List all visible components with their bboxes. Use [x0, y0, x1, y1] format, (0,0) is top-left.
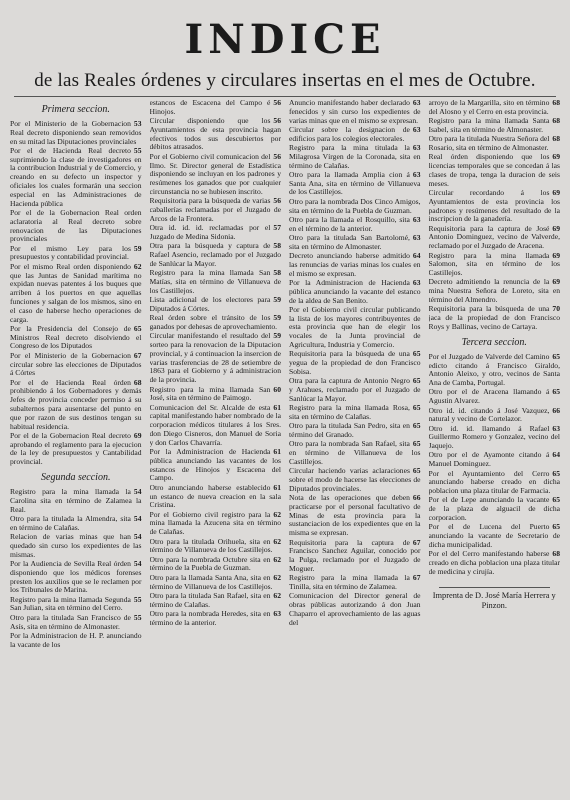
entry-page-number: 65 [552, 387, 560, 397]
entry-text: Por el de la Gobernacion Real orden aclaratoria al Real decreto sobre renovacion de las Diputaciones provinciales [10, 207, 142, 244]
index-entry [150, 99, 282, 117]
entry-text: Registro para la mina llamada la Carolina sita en término de Zalamea la Real. [10, 487, 142, 514]
entry-text: Requisitoria para la captura de Francisco Sanchez Aguilar, conocido por la Pulga, reclamado por el Juzgado de Moguer. [289, 537, 421, 573]
entry-text: Por la Audiencia de Sevilla Real órden disponiendo que los médicos forenses presten los auxilios que se le reclamen por los Tribunales de Marina. [10, 558, 142, 595]
entry-text: Otro id. id. llamando á Rafael Guillermo Romero y Gonzalez, vecino del Jaquejo. [428, 423, 560, 451]
index-entry [429, 353, 561, 388]
entry-page-number: 59 [133, 243, 142, 253]
entry-text: Decreto admitiendo la renuncia de la mina Nuestra Señora de Loreto, sita en término del Almendro. [428, 277, 560, 305]
entry-page-number: 65 [412, 466, 421, 476]
entry-page-number: 63 [412, 277, 421, 287]
index-columns [10, 99, 560, 779]
entry-text: Lista adicional de los electores para Diputados á Córtes. [149, 295, 271, 313]
entry-page-number: 56 [273, 196, 281, 206]
imprint-block [429, 587, 561, 611]
index-entry [289, 467, 421, 493]
index-entry [10, 147, 142, 209]
entry-page-number: 54 [133, 513, 142, 523]
index-entry [150, 448, 282, 483]
entry-page-number: 63 [412, 232, 421, 242]
entry-page-number: 61 [273, 402, 281, 412]
entry-page-number: 55 [133, 612, 142, 622]
index-entry [289, 198, 421, 216]
index-entry [429, 189, 561, 224]
section-heading: Tercera seccion. [461, 336, 527, 348]
column-4-body [429, 99, 561, 577]
index-entry [10, 379, 142, 432]
entry-page-number: 70 [552, 304, 560, 314]
entry-page-number: 56 [273, 151, 281, 161]
entry-page-number: 65 [552, 351, 560, 361]
entry-text: Otro para la titulada San Bartolomé, sita en término de Almonaster. [289, 232, 410, 251]
entry-page-number: 67 [412, 537, 421, 547]
index-entry [289, 422, 421, 440]
entry-text: Por el Ayuntamiento del Cerro anunciando haberse creado en dicha poblacion una plaza titular de Farmacia. [428, 468, 560, 496]
index-entry [429, 407, 561, 425]
index-entry [10, 432, 142, 467]
entry-text: Por el del Cerro manifestando haberse creado en dicha poblacion una plaza titular de medicina y cirujía. [428, 549, 560, 576]
entry-page-number: 62 [273, 509, 281, 519]
entry-page-number: 54 [133, 558, 142, 568]
entry-page-number: 63 [412, 99, 421, 107]
entry-text: Por la Presidencia del Consejo de Ministros Real decreto disolviendo el Congreso de los Diputados [10, 323, 142, 351]
index-entry [150, 269, 282, 295]
entry-text: Registro para la mina titulada la Milagrosa Vírgen de la Coronada, sita en término de Calañas. [289, 142, 421, 170]
index-entry [10, 245, 142, 263]
entry-text: Decreto anunciando haberse admitido las renuncias de varias minas los cuales en el mismo se expresan. [289, 251, 421, 278]
index-entry [289, 126, 421, 144]
entry-text: Por el de la Gobernacion Real decreto aprobando el reglamento para la ejecucion de la ley de presupuestos y Cantabilidad provincial. [10, 430, 142, 467]
entry-page-number: 69 [552, 250, 560, 260]
index-entry [10, 596, 142, 614]
entry-text: Nota de las operaciones que deben practicarse por el personal facultativo de Minas de esta provincia para la sustanciacion de los expedientes que en la misma se expresan. [289, 493, 421, 538]
entry-text: Otro para la titulada la Almendra, sita en término de Calañas. [10, 513, 131, 532]
index-entry [10, 120, 142, 146]
entry-page-number: 66 [552, 405, 560, 415]
entry-text: Registro para la mina llamada San Matías, sita en término de Villanueva de los Castillejos. [149, 268, 281, 295]
entry-text: Registro para la mina llamada la Tinilla, sita en término de Zalamea. [289, 573, 410, 592]
entry-page-number: 69 [552, 277, 560, 287]
index-column-2 [150, 99, 282, 779]
entry-text: Anuncio manifestando haber declarado fenecidos y sin curso los expedientes de varias minas que en el mismo se expresan. [289, 99, 421, 125]
entry-text: Relacion de varias minas que han quedado sin curso los expedientes de las mismas. [10, 532, 142, 559]
index-entry [150, 556, 282, 574]
entry-page-number: 56 [273, 99, 281, 107]
entry-text: Otro para la titulada San Rafael, sita en término de Calañas. [149, 590, 271, 609]
index-entry [10, 488, 142, 514]
entry-text: Circular sobre la designacion de edificios para los colegios electorales. [289, 124, 410, 143]
index-entry [150, 224, 282, 242]
index-entry [429, 153, 561, 188]
entry-page-number: 65 [412, 376, 421, 386]
entry-page-number: 68 [552, 116, 560, 126]
entry-page-number: 54 [133, 532, 142, 542]
index-entry [289, 279, 421, 305]
entry-text: Circular recordando á los Ayuntamientos de esta provincia los padrones y resúmenes del resultado de la inscripcion de la ganadería. [428, 187, 560, 224]
entry-text: Otra para la captura de Antonio Negro y Arahues, reclamado por el Juzgado de Sanlúcar la Mayor. [289, 376, 421, 403]
index-entry [10, 533, 142, 559]
index-column-1 [10, 99, 142, 779]
entry-page-number: 63 [412, 124, 421, 134]
entry-text: Por el mismo Real orden disponiendo que las Juntas de Sanidad marítima no expidan nuevas patentes á los buques que arriben á los puertos en que aquellas funciones y salgan de los mismos, sino en el caso de haberse hecho operaciones de carga. [10, 261, 142, 324]
entry-page-number: 56 [273, 116, 281, 126]
index-entry [429, 305, 561, 331]
entry-page-number: 65 [412, 421, 421, 431]
index-entry [429, 117, 561, 135]
index-entry [150, 314, 282, 332]
entry-text: Por el Gobierno civil comunicacion del Ilmo. Sr. Director general de Estadística disponiendo se incluyan en los padrones y resúmenes los ganados que por cualquier circunstancia no se hubiesen inscrito. [149, 151, 281, 196]
entry-text: Por la Administracion de H. P. anunciando la vacante de los [10, 630, 142, 649]
entry-page-number: 58 [273, 241, 281, 251]
entry-page-number: 61 [273, 482, 281, 492]
entry-text: Por el de Lucena del Puerto anunciando la vacante de Secretario de dicha municipalidad. [428, 522, 560, 549]
index-entry [429, 99, 561, 117]
entry-page-number: 62 [273, 572, 281, 582]
entry-page-number: 53 [133, 119, 142, 128]
index-entry [429, 451, 561, 469]
entry-page-number: 62 [273, 536, 281, 546]
entry-text: Otro para la nombrada San Rafael, sita en término de Villanueva de los Castillejos. [289, 439, 421, 466]
entry-text: estancos de Escacena del Campo é Hinojos. [149, 99, 271, 116]
entry-text: Otro para la titulada San Pedro, sita en término del Granado. [289, 421, 410, 439]
index-entry [150, 117, 282, 152]
index-entry [289, 404, 421, 422]
entry-page-number: 69 [552, 223, 560, 233]
index-entry [429, 225, 561, 251]
entry-text: Otro para la llamada Amplia cion á Santa Ana, sita en término de Villanueva de los Castillejos. [289, 169, 421, 197]
index-entry [429, 425, 561, 451]
index-entry [150, 538, 282, 556]
index-entry [429, 496, 561, 522]
entry-page-number: 65 [552, 468, 560, 478]
index-entry [150, 484, 282, 510]
entry-page-number: 54 [133, 487, 142, 497]
entry-text: Por el Gobierno civil circular publicando la lista de los mayores contribuyentes de esta provincia que han de elegir los vocales de la Junta provincial de Agricultura, Industria y Comercio. [289, 304, 421, 350]
entry-text: Por el de Hacienda Real decreto suprimiendo la clase de investigadores en la contribucion Industrial y de Comercio, y creando en su defecto un inspector y oficiales los cuales formarán una seccion especial en las Administraciones de Hacienda pública [10, 145, 142, 208]
index-entry [150, 296, 282, 314]
entry-text: arroyo de la Margarilla, sito en término del Alosno y el Cerro en esta provincia. [428, 99, 550, 116]
index-column-4 [429, 99, 561, 779]
entry-text: Por el mismo Ley para los presupuestos y contabilidad provincial. [10, 243, 131, 262]
entry-page-number: 61 [273, 447, 281, 457]
entry-text: Por la Administracion de Hacienda pública anunciando las vacantes de los estancos de Hinojos y Escacena del Campo. [149, 447, 281, 483]
entry-text: Por el Ministerio de la Gobernacion circular sobre las elecciones de Diputados á Córtes [10, 350, 142, 378]
index-entry [429, 470, 561, 496]
entry-page-number: 63 [412, 214, 421, 224]
index-entry [289, 234, 421, 252]
entry-page-number: 65 [412, 349, 421, 359]
entry-text: Otro por el de Aracena llamando á Agustin Alvarez. [428, 387, 550, 406]
entry-text: Circular disponiendo que los Ayuntamientos de esta provincia hagan efectivos todos sus descubiertos por débitos atrasados. [149, 116, 281, 152]
index-entry [429, 252, 561, 278]
imprint-text: Imprenta de D. José María Herrera y Pinzon. [432, 590, 556, 610]
index-entry [150, 386, 282, 404]
entry-text: Circular haciendo varias aclaraciones sobre el modo de hacerse las elecciones de Diputados provinciales. [289, 466, 421, 493]
index-entry [289, 494, 421, 538]
entry-text: Requisitoria para la captura de José Antonio Dominguez, vecino de Valverde, reclamado por el Juzgado de Aracena. [428, 223, 560, 251]
title-divider [14, 96, 556, 97]
entry-page-number: 55 [133, 594, 142, 604]
entry-page-number: 68 [552, 549, 560, 559]
entry-text: Por el Ministerio de la Gobernacion Real decreto disponiendo sean removidos en su mitad las Diputaciones provinciales [10, 119, 142, 146]
entry-page-number: 62 [273, 554, 281, 564]
index-entry [10, 560, 142, 595]
entry-page-number: 67 [412, 573, 421, 583]
entry-page-number: 65 [552, 522, 560, 532]
index-entry [150, 592, 282, 610]
section-heading: Segunda seccion. [41, 472, 111, 484]
index-entry [429, 523, 561, 549]
entry-text: Real órden sobre el tránsito de los ganados por dehesas de aprovechamiento. [149, 313, 278, 331]
entry-page-number: 64 [552, 450, 560, 460]
entry-page-number: 65 [552, 495, 560, 505]
entry-page-number: 60 [273, 384, 281, 394]
index-entry [10, 263, 142, 325]
entry-text: Registro para la mina llamada Rosa, sita en término de Calañas. [289, 403, 410, 421]
entry-text: Registro para la mina llamada Salomon, sita en término de los Castillejos. [428, 250, 560, 278]
entry-text: Real órden disponiendo que los licencias temporales que se concedan á las clases de tropa, tenga la duracion de seis meses. [428, 152, 560, 188]
index-entry [289, 144, 421, 170]
entry-page-number: 59 [273, 313, 281, 323]
index-entry [429, 388, 561, 406]
entry-page-number: 63 [552, 423, 560, 433]
index-entry [150, 153, 282, 197]
entry-text: Circular manifestando el resultado del sorteo para la renovacion de la Diputacion provincial, y á continuacion la insercion de varias trasferencias de 28 de setiembre de 1863 para el Gobierno y á administracion de la provincia. [149, 331, 281, 385]
entry-text: Registro para la mina llamada Santa Isabel, sita en término de Almonaster. [428, 116, 550, 134]
index-entry [150, 197, 282, 223]
entry-text: Comunicacion del Director general de obras públicas autorizando á don Juan Chaparro el aprovechamiento de las aguas del [289, 591, 421, 627]
entry-text: Requisitoria para la búsqueda de una jaca de la propiedad de don Francisco Roys y Ballinas, vecino de Cartaya. [428, 304, 560, 331]
entry-page-number: 67 [133, 350, 142, 360]
entry-text: Por el de Lepe anunciando la vacante de la plaza de alguacil de dicha corporacion. [428, 495, 560, 523]
entry-page-number: 65 [412, 403, 421, 413]
entry-page-number: 63 [412, 142, 421, 152]
index-entry [289, 99, 421, 125]
entry-page-number: 57 [273, 223, 281, 233]
entry-page-number: 63 [273, 608, 281, 618]
entry-text: Otro para la titulada Nuestra Señora del Rosario, sita en término de Almonaster. [428, 134, 550, 152]
entry-page-number: 59 [273, 331, 281, 341]
entry-text: Requisitoria para la búsqueda de una yegua de la propiedad de don Francisco Sobisa. [289, 349, 421, 376]
index-entry [289, 377, 421, 403]
entry-page-number: 69 [552, 152, 560, 162]
page-title: INDICE [184, 16, 386, 63]
index-entry [289, 216, 421, 234]
entry-page-number: 69 [133, 430, 142, 440]
entry-text: Otra id. id. id. reclamadas por el Juzgado de Medina Sidonia. [149, 223, 271, 241]
index-entry [289, 592, 421, 627]
entry-text: Otro para la titulada Orihuela, sita en término de Villanueva de los Castillejos. [149, 536, 273, 555]
index-entry [150, 404, 282, 448]
index-entry [289, 350, 421, 376]
entry-text: Otro para la llamada el Rosquillo, sita en el término de la anterior. [289, 214, 410, 233]
entry-text: Otro por el de Ayamonte citando á Manuel Dominguez. [428, 450, 550, 469]
entry-page-number: 69 [552, 187, 560, 197]
entry-page-number: 68 [552, 134, 560, 144]
index-entry [289, 539, 421, 574]
index-entry [10, 209, 142, 244]
index-entry [150, 574, 282, 592]
index-entry [10, 515, 142, 533]
imprint-divider [439, 587, 551, 588]
page-subtitle: de las Reales órdenes y circulares insertas en el mes de Octubre. [34, 70, 536, 91]
entry-page-number: 64 [412, 251, 421, 261]
entry-page-number: 65 [412, 439, 421, 449]
entry-page-number: 63 [412, 169, 421, 179]
section-heading: Primera seccion. [41, 104, 110, 115]
index-entry [429, 135, 561, 153]
entry-text: Otro anunciando haberse establecido un estanco de nueva creacion en la sala Cristina. [149, 482, 281, 510]
entry-text: Registro para la mina llamada Segunda San Julian, sita en término del Cerro. [10, 594, 131, 613]
index-entry [150, 242, 282, 268]
entry-text: Requisitoria para la búsqueda de varias caballerías reclamadas por el Juzgado de Arcos de la Frontera. [149, 196, 281, 223]
entry-text: Otra para la búsqueda y captura de Rafael Asencio, reclamado por el Juzgado de Sanlúcar la Mayor. [149, 241, 281, 268]
index-entry [10, 325, 142, 351]
index-entry [429, 550, 561, 576]
index-entry [10, 614, 142, 632]
index-entry [150, 511, 282, 537]
index-entry [289, 574, 421, 592]
entry-page-number: 58 [273, 268, 281, 278]
index-entry [289, 252, 421, 278]
index-entry [289, 171, 421, 197]
entry-text: Otro para la llamada Santa Ana, sita en término de Villanueva de los Castillejos. [149, 572, 273, 591]
entry-text: Otro para la nombrada Octubre sita en término de la Puebla de Guzman. [149, 554, 271, 573]
entry-page-number: 68 [552, 99, 560, 107]
entry-page-number: 65 [133, 323, 142, 333]
index-entry [429, 278, 561, 304]
entry-page-number: 62 [273, 590, 281, 600]
entry-text: Comunicacion del Sr. Alcalde de esta capital manifestando haber nombrado de la corporacion médicos titulares á los Sres. don Diego Cisneros, don Manuel de Soria y don Carlos Chavarría. [149, 402, 281, 447]
index-entry [289, 306, 421, 350]
index-entry [150, 610, 282, 628]
index-entry [10, 632, 142, 650]
index-column-3 [289, 99, 421, 779]
entry-page-number: 62 [133, 261, 142, 271]
entry-text: Por el Gobierno civil registro para la mina llamada la Azucena sita en término de Calañas. [149, 509, 281, 537]
entry-text: Por el de Hacienda Real órden prohibiendo á los Gobernadores y demás Jefes de provincia conceder permiso á su subalternos para ausentarse del punto en que por razon de sus destinos tengan su habitual residencia. [10, 377, 142, 431]
entry-page-number: 55 [133, 145, 142, 155]
index-entry [289, 440, 421, 466]
entry-text: Otro para la nombrada Dos Cinco Amigos, sita en término de la Puebla de Guzman. [289, 196, 421, 215]
index-entry [150, 332, 282, 385]
entry-text: Otro id. id. citando á José Vazquez, natural y vecino de Cortelazor. [428, 405, 550, 424]
index-entry [10, 352, 142, 378]
entry-page-number: 68 [133, 377, 142, 387]
entry-text: Otro para la nombrada Heredes, sita en término de la anterior. [149, 608, 271, 627]
entry-text: Por el Juzgado de Valverde del Camino edicto citando á Francisco Giraldo, Antonio Aleixo, y otro, vecinos de Santa Ana de Camba, Portugal. [428, 351, 560, 388]
entry-text: Por la Administracion de Hacienda pública anunciando la vacante del estanco de la aldea de San Benito. [289, 277, 421, 305]
entry-page-number: 66 [412, 493, 421, 503]
entry-page-number: 59 [273, 295, 281, 305]
entry-text: Otro para la titulada San Francisco de Asís, sita en término de Almonaster. [10, 612, 131, 631]
entry-text: Registro para la mina llamada San José, sita en término de Paimogo. [149, 384, 271, 403]
